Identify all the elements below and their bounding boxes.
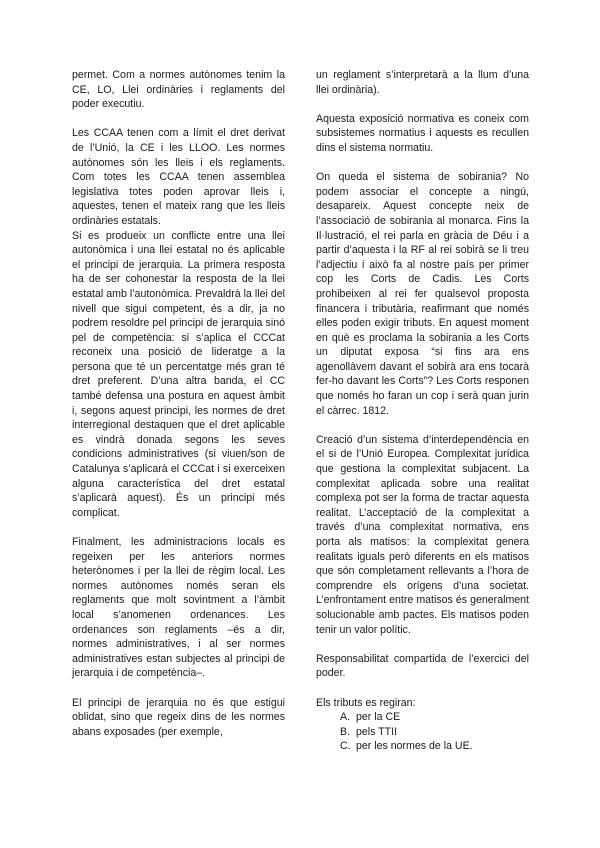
paragraph: On queda el sistema de sobirania? No podem associar el concepte a ningú, desapareix. Aquest concepte neix de l’associació de sobirania al monarca. Fins la Il·lustració, el rei parla en gràcia de Déu i a partir d’aquesta i la RF al rei sobirà se li treu l’adjectiu i això fa al nostre país per primer cop les Corts de Cadis. Les Corts prohibeixen al rei fer qualsevol proposta financera i tributària, reafirmant que només elles poden exigir tributs. En aquest moment en què es proclama la sobirania a les Corts un diputat exposa “si fins ara ens agenollàvem davant el sobirà ara ens tocarà fer-ho davant les Corts”? Les Corts responen que només ho faran un cop i serà quan jurin el càrrec. 1812.	[316, 171, 529, 417]
list-marker: B.	[340, 725, 351, 738]
list-item	[340, 710, 529, 725]
paragraph: permet. Com a normes autònomes tenim la CE, LO, Llei ordinàries i reglaments del poder executiu.	[72, 69, 285, 111]
paragraph: Responsabilitat compartida de l’exercici del poder.	[316, 652, 529, 680]
list-item-text: per la CE	[356, 711, 401, 724]
paragraph: un reglament s’interpretarà a la llum d’una llei ordinària).	[316, 69, 529, 96]
tributs-list	[316, 710, 529, 754]
paragraph: Les CCAA tenen com a límit el dret derivat de l’Unió, la CE i les LLOO. Les normes autònomes són les lleis i els reglaments. Com totes les CCAA tenen assemblea legislativa totes poden aprovar lleis i, aquestes, tenen el mateix rang que les lleis ordinàries estatals.	[72, 127, 285, 227]
paragraph: Aquesta exposició normativa es coneix com subsistemes normatius i aquests es recullen dins el sistema normatiu.	[316, 112, 529, 154]
paragraph: Si es produeix un conflicte entre una llei autonòmica i una llei estatal no és aplicable el principi de jerarquia. La primera resposta ha de ser cohonestar la resposta de la llei estatal amb l’autonòmica. Prevaldrà la llei del nivell que sigui competent, és a dir, ja no podrem resoldre pel principi de jerarquia sinó pel de competència: si s’aplica el CCCat reconeix una posició de lideratge a la persona que té un percentatge més gran té dret preferent. D’una altra banda, el CC també defensa una postura en aquest àmbit i, segons aquest principi, les normes de dret interregional destaquen que el dret aplicable es vindrà donada segons les seves condicions administratives (si viuen/son de Catalunya s’aplicarà el CCCat i si exerceixen alguna característica del dret estatal s’aplicarà aquest). És un principi més complicat.	[72, 229, 285, 519]
list-intro: Els tributs es regiran:	[316, 696, 416, 709]
list-item-text: pels TTII	[356, 725, 398, 738]
paragraph: Creació d’un sistema d’interdependència en el si de l’Unió Europea. Complexitat jurídica que gestiona la complexitat subjacent. La complexitat aplicada sobre una realitat complexa pot ser la forma de tractar aquesta realitat. L’acceptació de la complexitat a través d’una complexitat normativa, ens porta als matisos: la complexitat genera realitats iguals però diferents en els matisos que són completament rellevants a l’hora de comprendre els orígens d’una societat. L’enfrontament entre matisos és generalment solucionable amb pactes. Els matisos poden tenir un valor polític.	[316, 433, 529, 636]
list-marker: A.	[340, 711, 351, 724]
list-marker: C.	[340, 740, 351, 753]
paragraph: El principi de jerarquia no és que estigui oblidat, sino que regeix dins de les normes abans exposades (per exemple,	[72, 696, 285, 738]
list-item	[340, 739, 529, 754]
list-item	[340, 725, 529, 740]
list-item-text: per les normes de la UE.	[356, 740, 473, 753]
right-column	[316, 68, 529, 754]
paragraph: Finalment, les administracions locals es regeixen per les anteriors normes heterònomes i per la llei de règim local. Les normes autònomes només seran els reglaments que molt sovintment a l’àmbit local s’anomenen ordenances. Les ordenances son reglaments –és a dir, normes administratives, i al ser normes administratives estan subjectes al principi de jerarquia i de competència–.	[72, 536, 285, 680]
left-column	[72, 68, 285, 739]
